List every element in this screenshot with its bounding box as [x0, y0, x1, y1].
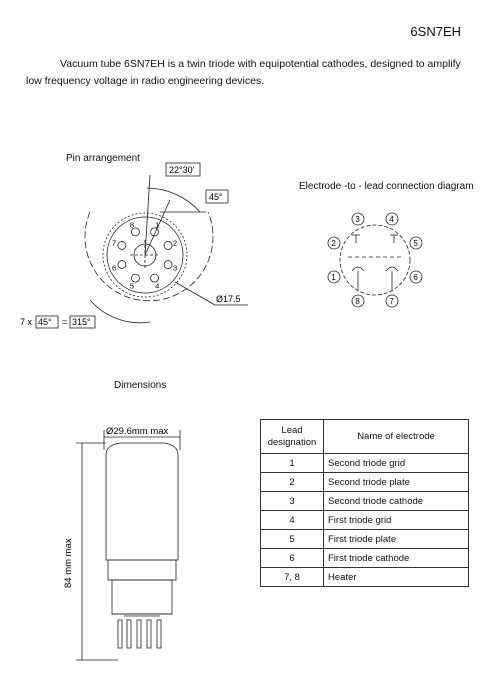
- pin-arrangement-title: Pin arrangement: [66, 153, 140, 164]
- table-header-row: [261, 420, 469, 454]
- lead-number: 7: [389, 297, 394, 306]
- name-cell: Second triode plate: [324, 473, 469, 492]
- pin-label: 6: [112, 263, 117, 273]
- lead-number: 4: [389, 215, 394, 224]
- formula-prefix: 7 x: [20, 317, 33, 327]
- pin-label: 5: [129, 281, 135, 291]
- name-cell: First triode grid: [324, 511, 469, 530]
- diameter-label: Ø17.5: [216, 294, 241, 304]
- pin: [157, 620, 161, 648]
- table-row: [261, 454, 469, 473]
- lead-number: 8: [355, 297, 360, 306]
- lead-cell: 2: [261, 473, 324, 492]
- lead-cell: 3: [261, 492, 324, 511]
- pin-label: 4: [155, 281, 160, 291]
- table-row: [261, 511, 469, 530]
- angle2-label: 45°: [209, 192, 223, 202]
- name-cell: Heater: [324, 568, 469, 587]
- pin: [118, 620, 122, 648]
- height-label: 84 mm max: [63, 538, 74, 588]
- model-title: 6SN7EH: [410, 24, 461, 39]
- header-name: Name of electrode: [324, 420, 469, 454]
- lead-cell: 6: [261, 549, 324, 568]
- lead-number: 5: [413, 239, 418, 248]
- glass-envelope: [106, 443, 178, 560]
- lead-cell: 4: [261, 511, 324, 530]
- lead-cell: 5: [261, 530, 324, 549]
- lead-number: 1: [331, 273, 336, 282]
- name-cell: Second triode grid: [324, 454, 469, 473]
- pin-label: 1: [155, 220, 160, 230]
- pin: [137, 620, 141, 648]
- table-row: [261, 568, 469, 587]
- formula-angle: 45°: [38, 317, 52, 327]
- lead-number: 3: [355, 215, 360, 224]
- width-label: Ø29.6mm max: [106, 426, 169, 437]
- table-row: [261, 530, 469, 549]
- pin-label: 2: [172, 238, 178, 248]
- tube-base: [112, 580, 172, 614]
- tube-base-top: [108, 560, 176, 580]
- formula-total: 315°: [72, 317, 91, 327]
- table-row: [261, 473, 469, 492]
- header-lead: Lead designation: [261, 420, 324, 454]
- connection-diagram-title: Electrode -to - lead connection diagram: [299, 181, 474, 192]
- name-cell: First triode cathode: [324, 549, 469, 568]
- table-row: [261, 549, 469, 568]
- pin-label: 3: [172, 263, 178, 273]
- pin-label: 8: [129, 220, 135, 230]
- formula-eq: =: [62, 317, 68, 327]
- intro-paragraph: Vacuum tube 6SN7EH is a twin triode with equipotential cathodes, designed to amplify low frequency voltage in radio engineering devices.: [26, 58, 461, 87]
- lead-number: 2: [331, 239, 336, 248]
- lead-number: 6: [413, 273, 418, 282]
- angle-label: 22°30': [169, 165, 195, 175]
- pin: [147, 620, 151, 648]
- pin: [127, 620, 131, 648]
- pin-label: 7: [112, 238, 117, 248]
- lead-table: [260, 419, 469, 587]
- name-cell: First triode plate: [324, 530, 469, 549]
- dimensions-title: Dimensions: [114, 380, 167, 391]
- lead-cell: 7, 8: [261, 568, 324, 587]
- lead-cell: 1: [261, 454, 324, 473]
- name-cell: Second triode cathode: [324, 492, 469, 511]
- table-row: [261, 492, 469, 511]
